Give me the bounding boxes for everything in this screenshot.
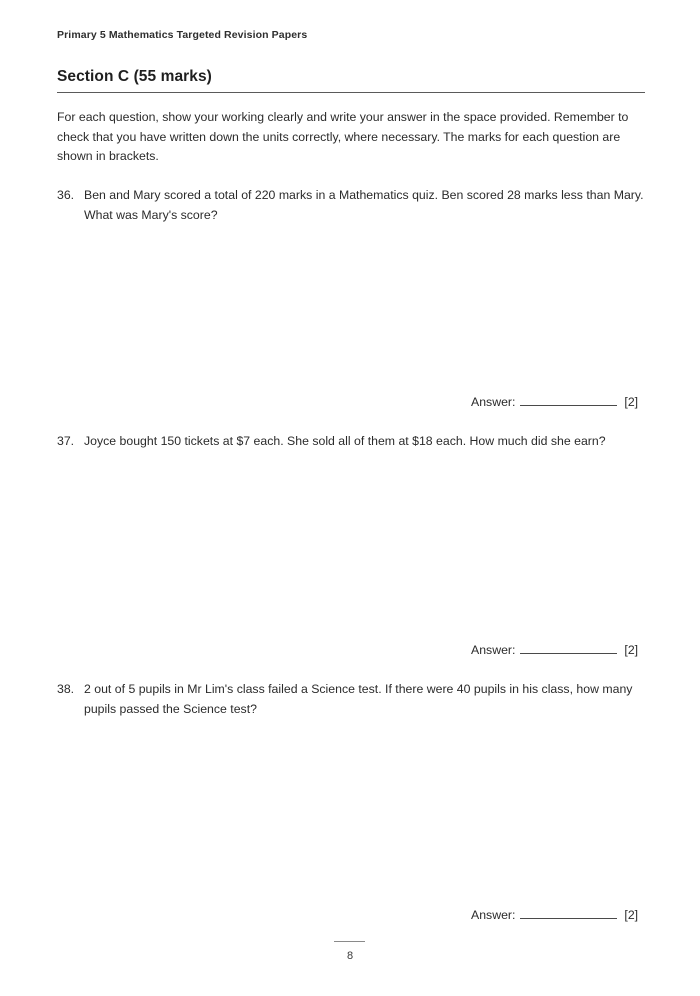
question-38-number: 38. bbox=[57, 682, 75, 696]
question-38-text: 2 out of 5 pupils in Mr Lim's class failed a Science test. If there were 40 pupils in his class, how many pupils passed the Science test? bbox=[84, 682, 633, 716]
question-36-text: Ben and Mary scored a total of 220 marks in a Mathematics quiz. Ben scored 28 marks less than Mary. What was Mary's score? bbox=[84, 188, 644, 222]
question-37-working-space[interactable] bbox=[57, 456, 645, 631]
question-38 bbox=[57, 680, 647, 719]
page-number: 8 bbox=[346, 950, 354, 962]
question-37-answer-label: Answer: bbox=[471, 643, 516, 657]
question-36-answer-blank[interactable] bbox=[520, 394, 617, 406]
question-38-working-space[interactable] bbox=[57, 722, 645, 902]
question-36-number: 36. bbox=[57, 188, 75, 202]
question-37-number: 37. bbox=[57, 434, 75, 448]
section-heading-rule bbox=[57, 92, 645, 93]
question-36-answer-label: Answer: bbox=[471, 395, 516, 409]
question-38-answer-blank[interactable] bbox=[520, 907, 617, 919]
section-heading: Section C (55 marks) bbox=[57, 68, 212, 85]
question-36-answer-row bbox=[471, 394, 638, 409]
running-header: Primary 5 Mathematics Targeted Revision Papers bbox=[57, 29, 308, 41]
question-36 bbox=[57, 186, 647, 225]
question-37-marks: [2] bbox=[624, 643, 639, 657]
question-37-text: Joyce bought 150 tickets at $7 each. She sold all of them at $18 each. How much did she earn? bbox=[84, 434, 606, 448]
question-37 bbox=[57, 432, 647, 452]
question-38-answer-label: Answer: bbox=[471, 908, 516, 922]
question-36-marks: [2] bbox=[624, 395, 639, 409]
instructions-paragraph: For each question, show your working clearly and write your answer in the space provided. Remember to check that you have written down the units correctly, where necessary. The marks for each question are shown in brackets. bbox=[57, 110, 629, 164]
question-37-answer-blank[interactable] bbox=[520, 642, 617, 654]
footer-rule bbox=[334, 941, 365, 942]
question-37-answer-row bbox=[471, 642, 638, 657]
question-38-answer-row bbox=[471, 907, 638, 922]
question-36-working-space[interactable] bbox=[57, 228, 645, 388]
question-38-marks: [2] bbox=[624, 908, 639, 922]
